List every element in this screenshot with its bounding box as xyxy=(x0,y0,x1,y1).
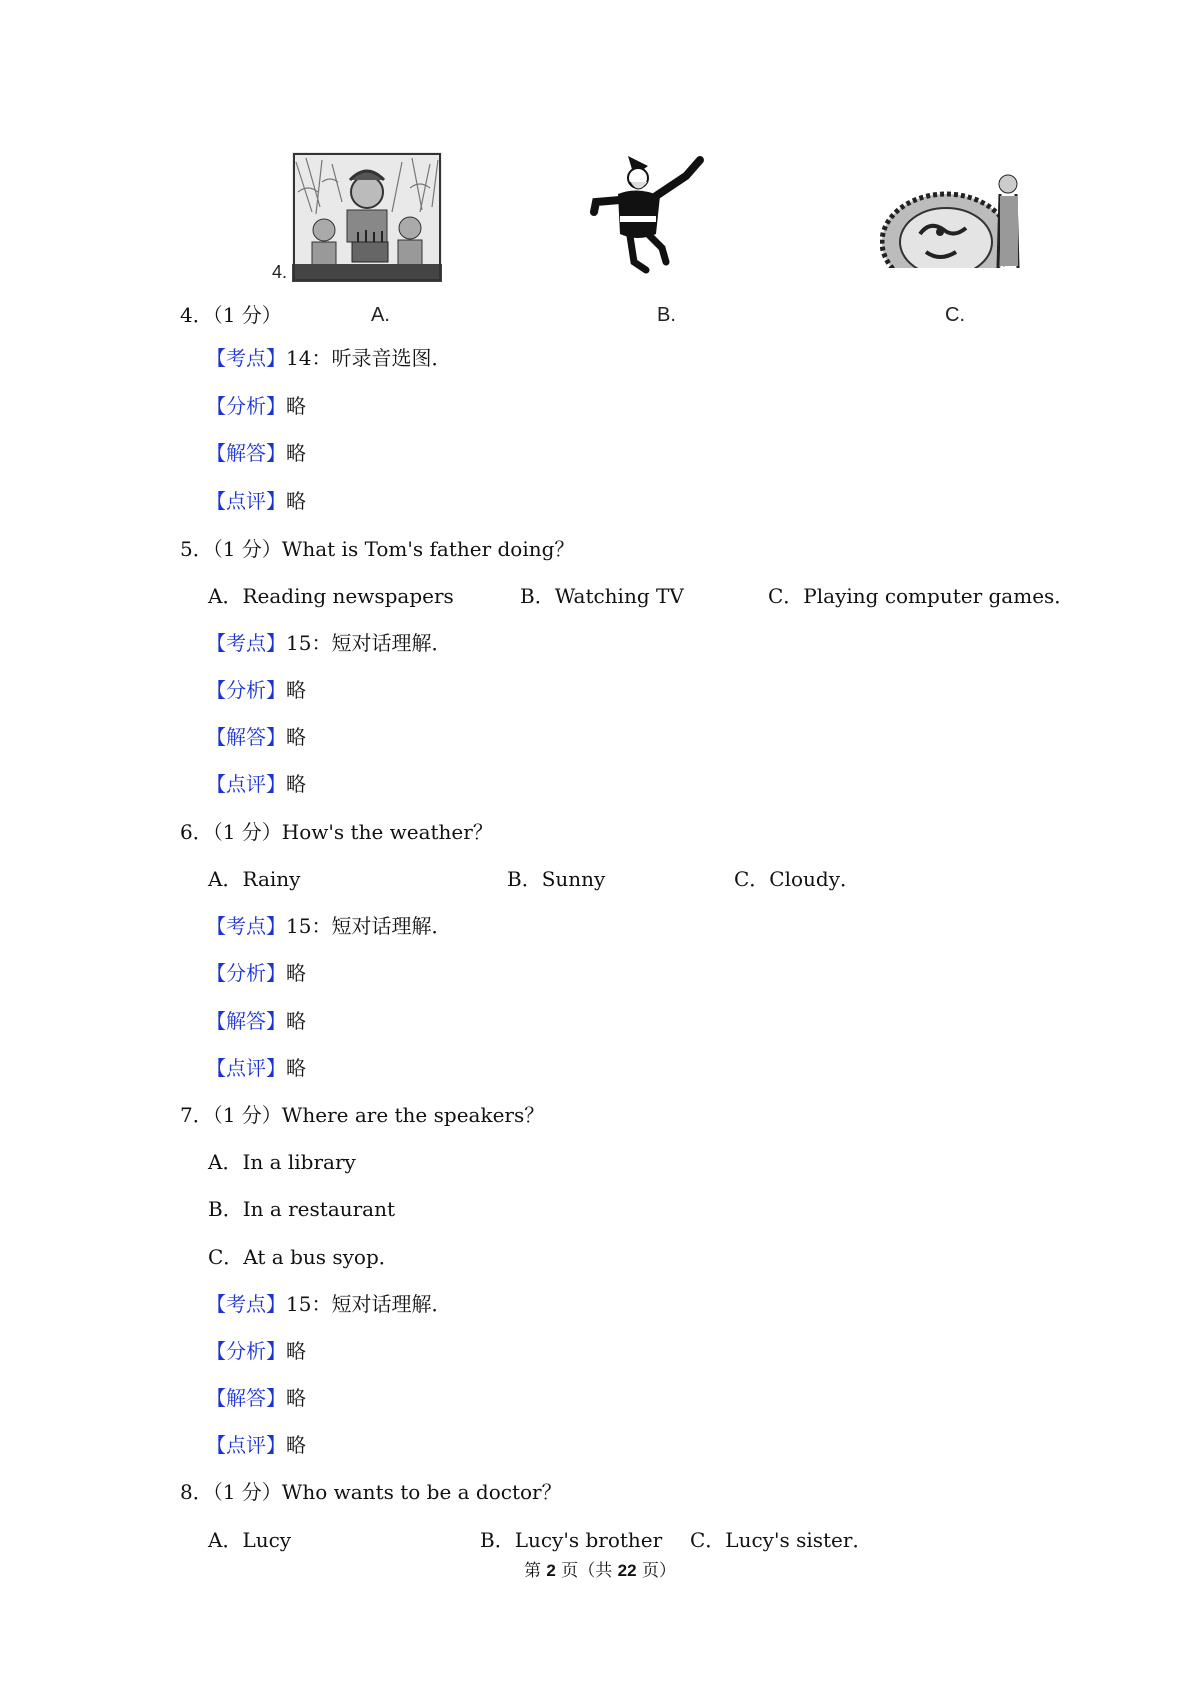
q5-kaodian xyxy=(206,630,451,656)
q6-option-c: C．Cloudy． xyxy=(734,867,861,891)
q7-option-b: B．In a restaurant xyxy=(208,1197,396,1221)
option-a-label: A. xyxy=(371,304,390,326)
fenxi-text: 略 xyxy=(286,961,306,985)
q4-dianping xyxy=(206,488,306,514)
fenxi-tag: 【分析】 xyxy=(206,1339,286,1363)
picture-number: 4. xyxy=(272,262,288,282)
q6-kaodian xyxy=(206,913,451,939)
q7-jieda xyxy=(206,1385,306,1411)
total-page-number: 22 xyxy=(617,1561,637,1580)
fenxi-text: 略 xyxy=(286,394,306,418)
dianping-text: 略 xyxy=(286,1433,306,1457)
kaodian-text: 14：听录音选图． xyxy=(286,346,452,370)
kaodian-text: 15：短对话理解． xyxy=(286,1292,452,1316)
kaodian-tag: 【考点】 xyxy=(206,346,286,370)
option-c-picture xyxy=(880,172,1020,282)
fenxi-text: 略 xyxy=(286,1339,306,1363)
q6-fenxi xyxy=(206,960,306,986)
fenxi-tag: 【分析】 xyxy=(206,394,286,418)
dianping-text: 略 xyxy=(286,1056,306,1080)
q5-dianping xyxy=(206,771,306,797)
q6-option-b: B．Sunny xyxy=(507,867,606,891)
jieda-text: 略 xyxy=(286,441,306,465)
q7-fenxi xyxy=(206,1338,306,1364)
q6-dianping xyxy=(206,1055,306,1081)
kaodian-text: 15：短对话理解． xyxy=(286,914,452,938)
q5-option-c: C．Playing computer games． xyxy=(768,584,1075,608)
q4-jieda xyxy=(206,440,306,466)
option-b-label: B. xyxy=(657,304,676,326)
jieda-tag: 【解答】 xyxy=(206,1009,286,1033)
question-5-stem: 5．（1 分）What is Tom's father doing？ xyxy=(180,537,575,561)
q5-jieda xyxy=(206,724,306,750)
footer-middle: 页（共 xyxy=(555,1561,618,1581)
q8-option-c: C．Lucy's sister． xyxy=(690,1528,873,1552)
question-7-stem: 7．（1 分）Where are the speakers？ xyxy=(180,1103,545,1127)
dragon-lantern-illustration xyxy=(880,172,1020,282)
q4-fenxi xyxy=(206,393,306,419)
question-4-stem: 4．（1 分） xyxy=(180,303,282,327)
jieda-tag: 【解答】 xyxy=(206,725,286,749)
kaodian-text: 15：短对话理解． xyxy=(286,631,452,655)
q7-kaodian xyxy=(206,1291,451,1317)
option-c-label: C. xyxy=(945,304,965,326)
dianping-text: 略 xyxy=(286,489,306,513)
question-6-stem: 6．（1 分）How's the weather？ xyxy=(180,820,493,844)
dianping-tag: 【点评】 xyxy=(206,772,286,796)
fenxi-tag: 【分析】 xyxy=(206,678,286,702)
q7-dianping xyxy=(206,1432,306,1458)
dianping-text: 略 xyxy=(286,772,306,796)
fenxi-text: 略 xyxy=(286,678,306,702)
q8-option-b: B．Lucy's brother xyxy=(480,1528,663,1552)
option-b-picture xyxy=(590,152,710,282)
q6-jieda xyxy=(206,1008,306,1034)
birthday-party-illustration xyxy=(292,152,442,282)
option-a-picture xyxy=(272,152,442,282)
q4-kaodian xyxy=(206,345,451,371)
jieda-tag: 【解答】 xyxy=(206,1386,286,1410)
current-page-number: 2 xyxy=(546,1561,556,1580)
q7-option-a: A．In a library xyxy=(208,1150,356,1174)
jieda-text: 略 xyxy=(286,725,306,749)
kaodian-tag: 【考点】 xyxy=(206,1292,286,1316)
q7-option-c: C．At a bus syop． xyxy=(208,1245,399,1269)
santa-claus-illustration xyxy=(590,152,710,282)
dianping-tag: 【点评】 xyxy=(206,1433,286,1457)
q5-option-b: B．Watching TV xyxy=(520,584,684,608)
jieda-tag: 【解答】 xyxy=(206,441,286,465)
kaodian-tag: 【考点】 xyxy=(206,914,286,938)
dianping-tag: 【点评】 xyxy=(206,1056,286,1080)
q6-option-a: A．Rainy xyxy=(208,867,301,891)
q5-option-a: A．Reading newspapers xyxy=(208,584,454,608)
kaodian-tag: 【考点】 xyxy=(206,631,286,655)
q5-fenxi xyxy=(206,677,306,703)
fenxi-tag: 【分析】 xyxy=(206,961,286,985)
jieda-text: 略 xyxy=(286,1009,306,1033)
footer-prefix: 第 xyxy=(523,1561,547,1581)
dianping-tag: 【点评】 xyxy=(206,489,286,513)
question-8-stem: 8．（1 分）Who wants to be a doctor？ xyxy=(180,1480,562,1504)
q8-option-a: A．Lucy xyxy=(208,1528,292,1552)
jieda-text: 略 xyxy=(286,1386,306,1410)
page-footer xyxy=(0,1556,1200,1581)
footer-suffix: 页） xyxy=(636,1561,676,1581)
